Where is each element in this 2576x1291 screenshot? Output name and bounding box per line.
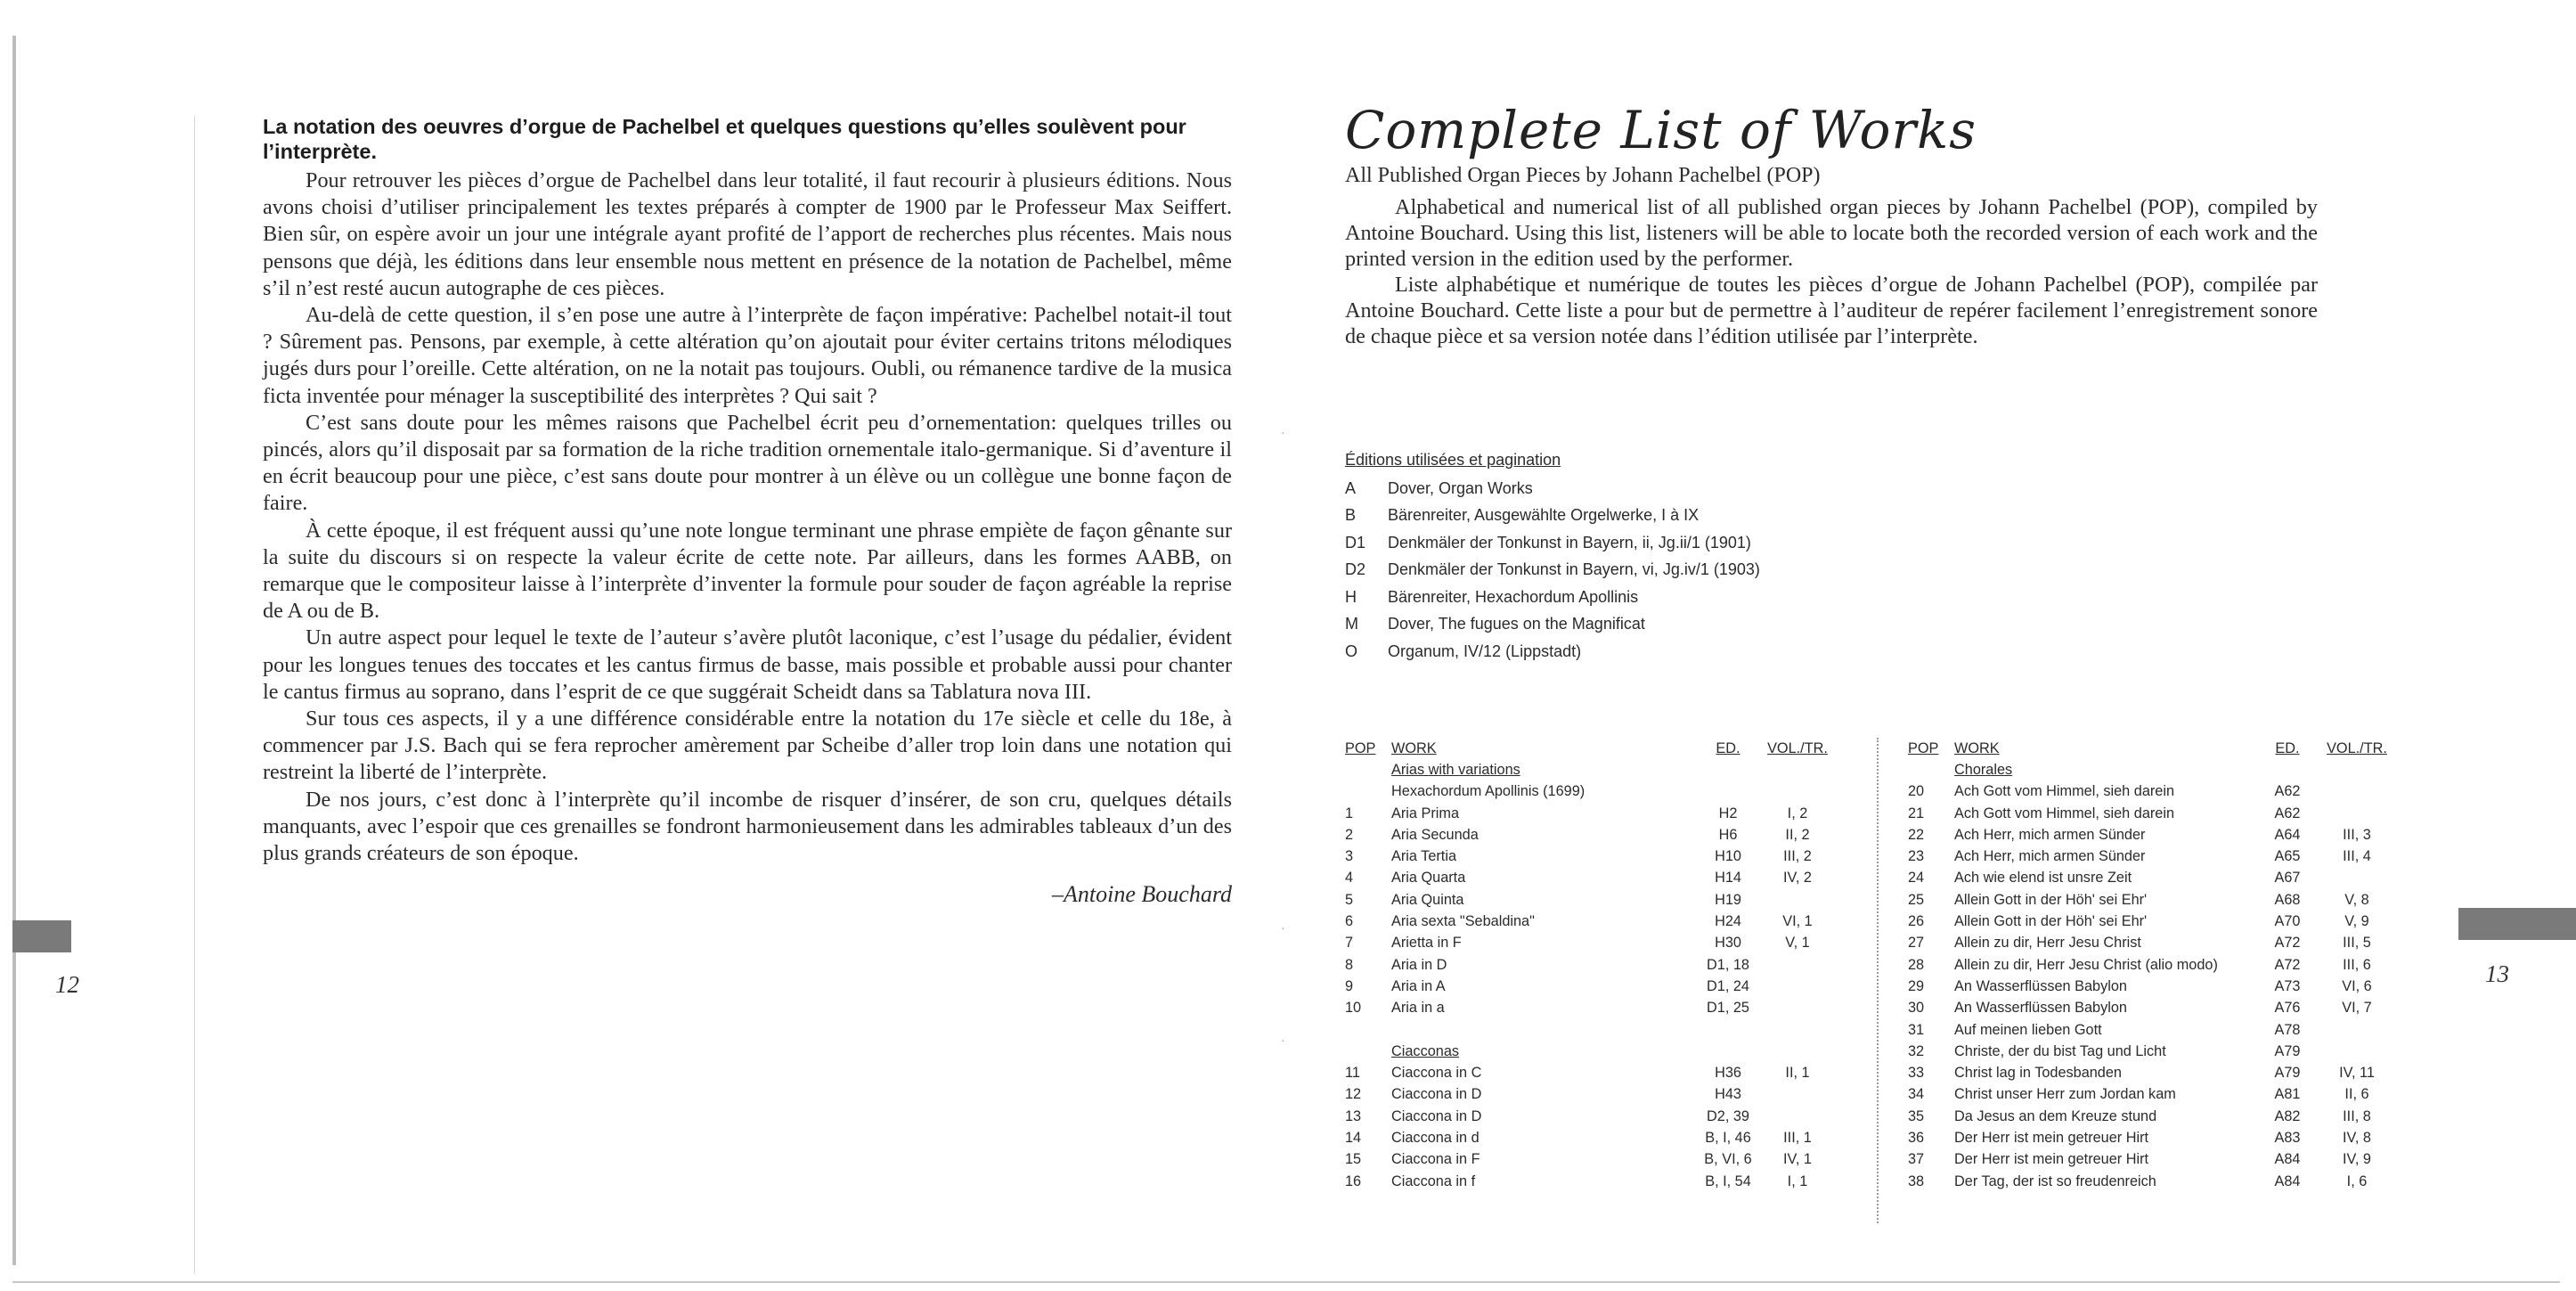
cell-ed: A67 bbox=[2274, 870, 2301, 887]
cell-pop: 27 bbox=[1908, 935, 1925, 952]
cell-ed: A73 bbox=[2274, 977, 2301, 994]
cell-pop: 36 bbox=[1908, 1129, 1925, 1146]
cell-vol: I, 6 bbox=[2346, 1173, 2368, 1189]
cell-ed: H19 bbox=[1715, 891, 1741, 908]
cell-vol bbox=[2319, 868, 2394, 889]
cell-pop: 29 bbox=[1908, 977, 1925, 994]
table-row bbox=[1908, 1019, 2394, 1041]
margin-rule bbox=[194, 116, 195, 1274]
cell-ed: H2 bbox=[1718, 805, 1738, 821]
table-row bbox=[1345, 1019, 1835, 1041]
edition-text: Bärenreiter, Hexachordum Apollinis bbox=[1388, 587, 1639, 606]
page-tab-left bbox=[12, 920, 71, 952]
cell-ed: A79 bbox=[2274, 1065, 2301, 1082]
table-row bbox=[1908, 911, 2394, 932]
cell-work: Aria in a bbox=[1391, 1000, 1445, 1017]
cell-work: Aria Quarta bbox=[1391, 870, 1466, 887]
edition-row bbox=[1345, 529, 1969, 557]
cell-pop: 12 bbox=[1345, 1086, 1362, 1103]
edition-code: M bbox=[1345, 615, 1358, 633]
cell-work: Allein zu dir, Herr Jesu Christ bbox=[1954, 935, 2141, 952]
table-row bbox=[1908, 868, 2394, 889]
edition-code: H bbox=[1345, 587, 1357, 606]
cell-pop: 28 bbox=[1908, 956, 1925, 973]
cell-ed: A64 bbox=[2274, 826, 2301, 843]
scan-mark: · bbox=[1281, 428, 1285, 441]
table-row bbox=[1345, 976, 1835, 997]
left-page-article bbox=[263, 114, 1232, 908]
cell-work: Aria Quinta bbox=[1391, 891, 1464, 908]
edition-text: Organum, IV/12 (Lippstadt) bbox=[1388, 641, 1582, 660]
cell-ed: A84 bbox=[2274, 1173, 2301, 1189]
cell-pop bbox=[1345, 1019, 1391, 1041]
cell-vol bbox=[1760, 759, 1835, 780]
table-header-row bbox=[1345, 738, 1835, 759]
header-pop: POP bbox=[1908, 739, 1939, 756]
cell-pop: 10 bbox=[1345, 1000, 1362, 1017]
cell-vol: VI, 1 bbox=[1782, 913, 1813, 930]
header-pop: POP bbox=[1345, 739, 1376, 756]
cell-vol bbox=[1760, 1019, 1835, 1041]
cell-vol: III, 8 bbox=[2343, 1107, 2371, 1124]
header-work: WORK bbox=[1954, 739, 2000, 756]
cell-pop: 37 bbox=[1908, 1151, 1925, 1168]
edition-code: B bbox=[1345, 506, 1357, 525]
cell-vol: V, 1 bbox=[1785, 935, 1810, 952]
cell-pop: 22 bbox=[1908, 826, 1925, 843]
cell-work: Hexachordum Apollinis (1699) bbox=[1391, 783, 1586, 800]
page-number-left: 12 bbox=[55, 971, 79, 998]
table-row bbox=[1345, 803, 1835, 824]
article-paragraph: À cette époque, il est fréquent aussi qu’une note longue terminant une phrase empiète de façon gênante sur la suite du discours si on respecte la valeur écrite de cette note. Par ailleurs, dans les formes AABB, on remarque que le compositeur laisse à l’interprète d’inventer la formule pour souder de façon agréable la reprise de A ou de B. bbox=[263, 518, 1232, 624]
cell-ed: A78 bbox=[2274, 1021, 2301, 1038]
cell-work: Allein Gott in der Höh' sei Ehr' bbox=[1954, 913, 2148, 930]
cell-ed: D1, 25 bbox=[1707, 1000, 1749, 1017]
cell-vol: IV, 9 bbox=[2343, 1151, 2371, 1168]
article-paragraph: Sur tous ces aspects, il y a une différence considérable entre la notation du 17e siècle et celle du 18e, à commencer par J.S. Bach qui se fera reprocher amèrement par Scheibe d’aller trop loin dans une notation qui restreint la liberté de l’interprète. bbox=[263, 707, 1232, 785]
cell-vol bbox=[1760, 781, 1835, 803]
cell-pop: 5 bbox=[1345, 891, 1354, 908]
cell-work: Ach Herr, mich armen Sünder bbox=[1954, 848, 2146, 865]
cell-pop: 16 bbox=[1345, 1173, 1362, 1189]
cell-work: Der Herr ist mein getreuer Hirt bbox=[1954, 1151, 2149, 1168]
table-row bbox=[1345, 933, 1835, 954]
table-row bbox=[1345, 1149, 1835, 1171]
cell-ed: A79 bbox=[2274, 1042, 2301, 1059]
page-bottom-rule bbox=[12, 1281, 2560, 1283]
cell-pop: 30 bbox=[1908, 1000, 1925, 1017]
cell-ed: A72 bbox=[2274, 935, 2301, 952]
edition-row bbox=[1345, 557, 1969, 584]
list-introduction bbox=[1345, 163, 2318, 349]
table-row bbox=[1908, 824, 2394, 846]
table-row bbox=[1908, 976, 2394, 997]
header-ed: ED. bbox=[1716, 739, 1740, 756]
scan-mark: · bbox=[1281, 923, 1285, 936]
table-row bbox=[1345, 954, 1835, 976]
cell-vol: II, 1 bbox=[1785, 1065, 1810, 1082]
cell-pop: 8 bbox=[1345, 956, 1354, 973]
table-row bbox=[1345, 868, 1835, 889]
editions-list bbox=[1345, 447, 1969, 666]
table-row bbox=[1345, 824, 1835, 846]
cell-vol: V, 8 bbox=[2344, 891, 2369, 908]
cell-work: Ach Gott vom Himmel, sieh darein bbox=[1954, 805, 2175, 821]
article-paragraph: De nos jours, c’est donc à l’interprète qu’il incombe de risquer d’insérer, de son cru, quelques détails manquants, avec l’espoir que ces grenailles se fondront harmonieusement dans les admirables tableaux d’un des plus grands créateurs de son époque. bbox=[263, 787, 1232, 866]
cell-work: Ciaccona in F bbox=[1391, 1151, 1480, 1168]
cell-vol: V, 9 bbox=[2344, 913, 2369, 930]
cell-work: Allein Gott in der Höh' sei Ehr' bbox=[1954, 891, 2148, 908]
cell-vol: II, 6 bbox=[2344, 1086, 2369, 1103]
cell-ed: A65 bbox=[2274, 848, 2301, 865]
article-paragraph: Pour retrouver les pièces d’orgue de Pachelbel dans leur totalité, il faut recourir à plusieurs éditions. Nous avons choisi d’utiliser principalement les textes préparés à compter de 1900 par le Professeur Max Seiffert. Bien sûr, on espère avoir un jour une intégrale ayant profité de l’apport de recherches plus récentes. Mais nous pensons que déjà, les éditions dans leur ensemble nous mettent en présence de la notation de Pachelbel, même s’il n’est resté aucun autographe de ces pièces. bbox=[263, 168, 1232, 300]
table-row bbox=[1908, 1041, 2394, 1062]
table-row bbox=[1908, 1084, 2394, 1106]
cell-work: Christe, der du bist Tag und Licht bbox=[1954, 1042, 2166, 1059]
cell-vol bbox=[2319, 1041, 2394, 1062]
cell-vol: III, 5 bbox=[2343, 935, 2371, 952]
cell-pop: 32 bbox=[1908, 1042, 1925, 1059]
cell-work: Ach Herr, mich armen Sünder bbox=[1954, 826, 2146, 843]
cell-work: Arias with variations bbox=[1391, 761, 1520, 778]
cell-pop: 11 bbox=[1345, 1065, 1360, 1082]
cell-pop bbox=[1345, 1041, 1391, 1062]
table-row bbox=[1345, 1106, 1835, 1127]
cell-work: Christ lag in Todesbanden bbox=[1954, 1065, 2122, 1082]
table-row bbox=[1345, 911, 1835, 932]
cell-vol: I, 2 bbox=[1787, 805, 1808, 821]
cell-ed: B, I, 46 bbox=[1705, 1129, 1751, 1146]
cell-work: Chorales bbox=[1954, 761, 2013, 778]
cell-ed: H6 bbox=[1718, 826, 1738, 843]
cell-work: Aria in A bbox=[1391, 977, 1446, 994]
table-row bbox=[1908, 889, 2394, 911]
cell-ed: A81 bbox=[2274, 1086, 2301, 1103]
table-row bbox=[1345, 998, 1835, 1019]
cell-ed bbox=[2255, 759, 2319, 780]
edition-text: Denkmäler der Tonkunst in Bayern, ii, Jg.ii/1 (1901) bbox=[1388, 533, 1751, 552]
cell-vol: VI, 6 bbox=[2342, 977, 2372, 994]
cell-pop: 38 bbox=[1908, 1173, 1925, 1189]
table-row bbox=[1908, 1127, 2394, 1148]
intro-french: Liste alphabétique et numérique de toutes les pièces d’orgue de Johann Pachelbel (POP), compilée par Antoine Bouchard. Cette liste a pour but de permettre à l’auditeur de repérer facilement l’enregistrement sonore de chaque pièce et sa version notée dans l’édition utilisée par l’interprète. bbox=[1345, 273, 2318, 348]
cell-vol bbox=[1760, 1084, 1835, 1106]
cell-work: Ach wie elend ist unsre Zeit bbox=[1954, 870, 2132, 887]
cell-ed: D2, 39 bbox=[1707, 1107, 1749, 1124]
cell-pop: 26 bbox=[1908, 913, 1925, 930]
table-section-row bbox=[1345, 1041, 1835, 1062]
cell-ed: D1, 18 bbox=[1707, 956, 1749, 973]
cell-work: Ach Gott vom Himmel, sieh darein bbox=[1954, 783, 2175, 800]
table-row bbox=[1908, 933, 2394, 954]
edition-code: A bbox=[1345, 478, 1357, 497]
cell-work: Ciaccona in C bbox=[1391, 1065, 1482, 1082]
cell-pop: 4 bbox=[1345, 870, 1354, 887]
cell-work: Da Jesus an dem Kreuze stund bbox=[1954, 1107, 2157, 1124]
cell-pop: 6 bbox=[1345, 913, 1354, 930]
article-paragraph: Un autre aspect pour lequel le texte de l’auteur s’avère plutôt laconique, c’est l’usage du pédalier, évident pour les longues tenues des toccates et les cantus firmus de basse, mais possible et probable aussi pour chanter le cantus firmus au soprano, dans l’esprit de ce que suggérait Scheidt dans sa Tablatura nova III. bbox=[263, 625, 1232, 704]
scan-mark: · bbox=[1281, 1035, 1285, 1049]
edition-code: O bbox=[1345, 641, 1358, 660]
cell-vol bbox=[1760, 998, 1835, 1019]
list-subtitle: All Published Organ Pieces by Johann Pachelbel (POP) bbox=[1345, 164, 1821, 187]
table-row bbox=[1345, 1127, 1835, 1148]
table-row bbox=[1908, 954, 2394, 976]
cell-ed bbox=[1696, 1019, 1760, 1041]
cell-vol: III, 4 bbox=[2343, 848, 2371, 865]
table-row bbox=[1908, 803, 2394, 824]
cell-ed: D1, 24 bbox=[1707, 977, 1749, 994]
cell-pop: 31 bbox=[1908, 1021, 1925, 1038]
cell-vol: IV, 8 bbox=[2343, 1129, 2371, 1146]
cell-work: Ciaccona in d bbox=[1391, 1129, 1480, 1146]
edition-text: Dover, Organ Works bbox=[1388, 478, 1533, 497]
edition-code: D1 bbox=[1345, 533, 1366, 552]
cell-work: Aria in D bbox=[1391, 956, 1447, 973]
cell-ed: B, I, 54 bbox=[1705, 1173, 1751, 1189]
cell-ed: A84 bbox=[2274, 1151, 2301, 1168]
table-section-row bbox=[1908, 759, 2394, 780]
cell-ed: A76 bbox=[2274, 1000, 2301, 1017]
cell-vol: III, 2 bbox=[1783, 848, 1812, 865]
cell-pop bbox=[1908, 759, 1954, 780]
table-row bbox=[1908, 1149, 2394, 1171]
table-row bbox=[1908, 1062, 2394, 1083]
list-title: Complete List of Works bbox=[1345, 100, 1977, 160]
table-row bbox=[1908, 846, 2394, 867]
table-row bbox=[1908, 781, 2394, 803]
cell-pop: 21 bbox=[1908, 805, 1925, 821]
cell-pop: 7 bbox=[1345, 935, 1354, 952]
cell-pop: 24 bbox=[1908, 870, 1925, 887]
table-header-row bbox=[1908, 738, 2394, 759]
table-row bbox=[1345, 1062, 1835, 1083]
cell-work: Auf meinen lieben Gott bbox=[1954, 1021, 2102, 1038]
table-row bbox=[1345, 781, 1835, 803]
cell-vol bbox=[2319, 1019, 2394, 1041]
page-tab-right bbox=[2458, 908, 2576, 940]
cell-pop bbox=[1345, 781, 1391, 803]
cell-vol bbox=[1760, 889, 1835, 911]
cell-vol bbox=[1760, 976, 1835, 997]
cell-work: Arietta in F bbox=[1391, 935, 1462, 952]
article-paragraph: C’est sans doute pour les mêmes raisons que Pachelbel écrit peu d’ornementation: quelques trilles ou pincés, alors qu’il disposait par sa formation de la riche tradition ornementale italo-germanique. Si d’aventure il en écrit beaucoup pour une pièce, c’est sans doute pour montrer à un élève ou un collègue une bonne façon de faire. bbox=[263, 410, 1232, 516]
cell-pop: 34 bbox=[1908, 1086, 1925, 1103]
cell-pop: 23 bbox=[1908, 848, 1925, 865]
cell-ed bbox=[1696, 1041, 1760, 1062]
article-body bbox=[263, 168, 1232, 867]
cell-work: Der Tag, der ist so freudenreich bbox=[1954, 1173, 2156, 1189]
cell-ed: B, VI, 6 bbox=[1704, 1151, 1752, 1168]
cell-vol bbox=[2319, 781, 2394, 803]
article-paragraph: Au-delà de cette question, il s’en pose une autre à l’interprète de façon impérative: Pachelbel notait-il tout ? Sûrement pas. Pensons, par exemple, à cette altération qu’on ajoutait pour éviter certains tritons mélodiques jugés durs pour l’oreille. Cette altération, on ne la notait pas toujours. Oubli, ou rémanence tardive de la musica ficta inventée pour ménager la susceptibilité des interprètes ? Qui sait ? bbox=[263, 303, 1232, 408]
cell-work: Aria Tertia bbox=[1391, 848, 1456, 865]
binding-edge bbox=[12, 36, 16, 1265]
cell-vol: III, 6 bbox=[2343, 956, 2371, 973]
table-row bbox=[1908, 1106, 2394, 1127]
cell-pop: 1 bbox=[1345, 805, 1354, 821]
edition-row bbox=[1345, 584, 1969, 611]
cell-ed: A62 bbox=[2274, 805, 2301, 821]
table-row bbox=[1908, 998, 2394, 1019]
table-row bbox=[1345, 846, 1835, 867]
cell-vol: III, 1 bbox=[1783, 1129, 1812, 1146]
cell-work: Ciaccona in f bbox=[1391, 1173, 1476, 1189]
edition-row bbox=[1345, 611, 1969, 639]
cell-ed bbox=[1696, 759, 1760, 780]
header-vol: VOL./TR. bbox=[1767, 739, 1828, 756]
cell-vol: VI, 7 bbox=[2342, 1000, 2372, 1017]
cell-ed: H36 bbox=[1715, 1065, 1741, 1082]
cell-ed: A68 bbox=[2274, 891, 2301, 908]
header-work: WORK bbox=[1391, 739, 1437, 756]
cell-pop: 25 bbox=[1908, 891, 1925, 908]
table-row bbox=[1345, 1171, 1835, 1192]
header-vol: VOL./TR. bbox=[2327, 739, 2387, 756]
edition-text: Denkmäler der Tonkunst in Bayern, vi, Jg.iv/1 (1903) bbox=[1388, 560, 1760, 579]
edition-code: D2 bbox=[1345, 560, 1366, 579]
cell-work: Ciaccona in D bbox=[1391, 1086, 1482, 1103]
cell-ed: A62 bbox=[2274, 783, 2301, 800]
cell-vol: I, 1 bbox=[1787, 1173, 1808, 1189]
cell-vol: II, 2 bbox=[1785, 826, 1810, 843]
cell-pop: 33 bbox=[1908, 1065, 1925, 1082]
cell-work: Allein zu dir, Herr Jesu Christ (alio modo) bbox=[1954, 956, 2218, 973]
editions-heading: Éditions utilisées et pagination bbox=[1345, 451, 1561, 469]
table-section-row bbox=[1345, 759, 1835, 780]
author-signature: –Antoine Bouchard bbox=[1052, 881, 1232, 908]
cell-ed: H43 bbox=[1715, 1086, 1741, 1103]
cell-vol bbox=[1760, 954, 1835, 976]
cell-work: Aria Prima bbox=[1391, 805, 1459, 821]
intro-english: Alphabetical and numerical list of all published organ pieces by Johann Pachelbel (POP), compiled by Antoine Bouchard. Using this list, listeners will be able to locate both the recorded version of each work and the printed version in the edition used by the performer. bbox=[1345, 195, 2318, 271]
cell-ed bbox=[1696, 781, 1760, 803]
cell-work: Aria Secunda bbox=[1391, 826, 1479, 843]
cell-ed: A82 bbox=[2274, 1107, 2301, 1124]
cell-work: Der Herr ist mein getreuer Hirt bbox=[1954, 1129, 2149, 1146]
cell-ed: H14 bbox=[1715, 870, 1741, 887]
cell-pop: 9 bbox=[1345, 977, 1354, 994]
cell-work bbox=[1391, 1019, 1696, 1041]
cell-vol bbox=[2319, 803, 2394, 824]
edition-row bbox=[1345, 638, 1969, 666]
cell-pop: 20 bbox=[1908, 783, 1925, 800]
works-table-right bbox=[1908, 738, 2394, 1192]
cell-vol bbox=[1760, 1041, 1835, 1062]
edition-row bbox=[1345, 503, 1969, 530]
cell-work: Ciaccona in D bbox=[1391, 1107, 1482, 1124]
cell-ed: A70 bbox=[2274, 913, 2301, 930]
table-row bbox=[1345, 1084, 1835, 1106]
cell-work: Christ unser Herr zum Jordan kam bbox=[1954, 1086, 2176, 1103]
column-divider bbox=[1877, 738, 1879, 1223]
cell-pop bbox=[1345, 759, 1391, 780]
cell-pop: 2 bbox=[1345, 826, 1354, 843]
cell-work: An Wasserflüssen Babylon bbox=[1954, 977, 2127, 994]
cell-vol: IV, 11 bbox=[2339, 1065, 2375, 1082]
cell-pop: 3 bbox=[1345, 848, 1354, 865]
works-table-left bbox=[1345, 738, 1835, 1192]
cell-ed: H10 bbox=[1715, 848, 1741, 865]
cell-ed: H24 bbox=[1715, 913, 1741, 930]
cell-work: An Wasserflüssen Babylon bbox=[1954, 1000, 2127, 1017]
cell-ed: A83 bbox=[2274, 1129, 2301, 1146]
page-number-right: 13 bbox=[2485, 960, 2509, 987]
cell-pop: 14 bbox=[1345, 1129, 1362, 1146]
edition-text: Dover, The fugues on the Magnificat bbox=[1388, 615, 1645, 633]
header-ed: ED. bbox=[2275, 739, 2300, 756]
cell-vol: III, 3 bbox=[2343, 826, 2371, 843]
cell-work: Aria sexta "Sebaldina" bbox=[1391, 913, 1535, 930]
cell-pop: 15 bbox=[1345, 1151, 1362, 1168]
edition-row bbox=[1345, 475, 1969, 503]
cell-vol bbox=[1760, 1106, 1835, 1127]
edition-text: Bärenreiter, Ausgewählte Orgelwerke, I à IX bbox=[1388, 506, 1700, 525]
cell-work: Ciacconas bbox=[1391, 1042, 1460, 1059]
table-row bbox=[1908, 1171, 2394, 1192]
article-heading: La notation des oeuvres d’orgue de Pachelbel et quelques questions qu’elles soulèvent pour l’interprète. bbox=[263, 115, 1186, 163]
cell-pop: 13 bbox=[1345, 1107, 1362, 1124]
cell-vol: IV, 2 bbox=[1783, 870, 1812, 887]
table-row bbox=[1345, 889, 1835, 911]
cell-pop: 35 bbox=[1908, 1107, 1925, 1124]
cell-vol: IV, 1 bbox=[1783, 1151, 1812, 1168]
cell-vol bbox=[2319, 759, 2394, 780]
editions-rows bbox=[1345, 475, 1969, 666]
cell-ed: A72 bbox=[2274, 956, 2301, 973]
cell-ed: H30 bbox=[1715, 935, 1741, 952]
